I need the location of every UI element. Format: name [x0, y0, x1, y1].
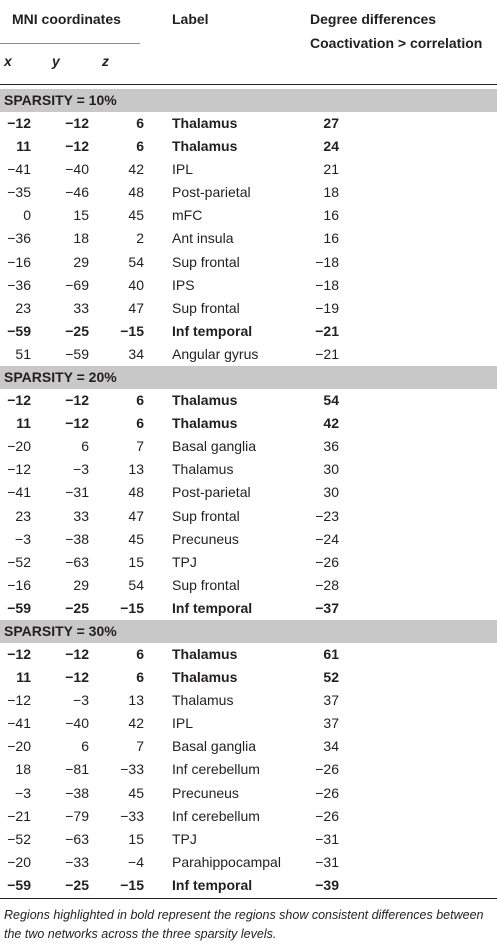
y-coordinate-cell: 6 [81, 438, 89, 455]
degree-difference-cell: 52 [323, 669, 339, 686]
degree-difference-cell: 37 [323, 692, 339, 709]
degree-difference-cell: −26 [315, 761, 339, 778]
degree-difference-cell: 61 [323, 645, 339, 662]
table-row [0, 297, 497, 320]
mni-header-underline [0, 43, 140, 44]
table-row [0, 851, 497, 874]
x-coordinate-cell: −16 [7, 576, 31, 593]
degree-difference-cell: 21 [323, 161, 339, 178]
x-coordinate-cell: −52 [7, 830, 31, 847]
x-coordinate-cell: −12 [7, 115, 31, 131]
region-label-cell: Angular gyrus [172, 345, 259, 362]
x-coordinate-cell: −59 [7, 322, 31, 339]
degree-difference-cell: −21 [315, 345, 339, 362]
y-coordinate-cell: −12 [65, 645, 89, 662]
region-label-cell: Inf cerebellum [172, 807, 260, 824]
table-row [0, 528, 497, 551]
z-coordinate-cell: −15 [120, 599, 144, 616]
table-row [0, 574, 497, 597]
y-coordinate-cell: −31 [65, 484, 89, 501]
x-coordinate-cell: −3 [15, 530, 31, 547]
x-coordinate-cell: −21 [7, 807, 31, 824]
y-coordinate-cell: −12 [65, 138, 89, 155]
y-coordinate-cell: 29 [73, 253, 89, 270]
x-coordinate-cell: −36 [7, 276, 31, 293]
z-coordinate-cell: 13 [128, 692, 144, 709]
z-coordinate-cell: −15 [120, 322, 144, 339]
x-coordinate-cell: −36 [7, 230, 31, 247]
x-column-header: x [4, 53, 12, 69]
degree-difference-cell: 37 [323, 715, 339, 732]
y-coordinate-cell: −25 [65, 599, 89, 616]
z-coordinate-cell: 48 [128, 184, 144, 201]
y-coordinate-cell: −40 [65, 161, 89, 178]
z-coordinate-cell: 47 [128, 299, 144, 316]
z-coordinate-cell: 40 [128, 276, 144, 293]
x-coordinate-cell: 23 [15, 299, 31, 316]
degree-difference-cell: −21 [315, 322, 339, 339]
degree-difference-cell: 27 [323, 115, 339, 131]
y-column-header: y [52, 53, 60, 69]
y-coordinate-cell: 33 [73, 507, 89, 524]
y-coordinate-cell: 15 [73, 207, 89, 224]
table-row [0, 158, 497, 181]
y-coordinate-cell: 18 [73, 230, 89, 247]
y-coordinate-cell: −12 [65, 669, 89, 686]
z-coordinate-cell: 6 [136, 415, 144, 432]
x-coordinate-cell: −12 [7, 461, 31, 478]
z-coordinate-cell: 6 [136, 392, 144, 409]
y-coordinate-cell: −69 [65, 276, 89, 293]
z-coordinate-cell: −4 [128, 853, 144, 870]
degree-difference-cell: 16 [323, 230, 339, 247]
z-coordinate-cell: −33 [120, 807, 144, 824]
z-coordinate-cell: 6 [136, 138, 144, 155]
z-coordinate-cell: 6 [136, 115, 144, 131]
table-row [0, 227, 497, 250]
y-coordinate-cell: −81 [65, 761, 89, 778]
region-label-cell: Thalamus [172, 415, 238, 432]
degree-difference-cell: 24 [323, 138, 339, 155]
table-row [0, 481, 497, 504]
table-row [0, 735, 497, 758]
x-coordinate-cell: −3 [15, 784, 31, 801]
y-coordinate-cell: −40 [65, 715, 89, 732]
table-body [0, 89, 497, 897]
degree-difference-cell: 54 [323, 392, 339, 409]
x-coordinate-cell: 18 [15, 761, 31, 778]
degree-difference-cell: −37 [315, 599, 339, 616]
z-coordinate-cell: 54 [128, 576, 144, 593]
region-label-cell: Inf cerebellum [172, 761, 260, 778]
x-coordinate-cell: −41 [7, 484, 31, 501]
z-coordinate-cell: 13 [128, 461, 144, 478]
degree-difference-cell: 18 [323, 184, 339, 201]
degree-difference-cell: 42 [323, 415, 339, 432]
table-row [0, 643, 497, 666]
x-coordinate-cell: 0 [23, 207, 31, 224]
region-label-cell: Sup frontal [172, 576, 240, 593]
region-label-cell: Inf temporal [172, 599, 253, 616]
x-coordinate-cell: −16 [7, 253, 31, 270]
z-coordinate-cell: 42 [128, 161, 144, 178]
z-coordinate-cell: 6 [136, 669, 144, 686]
section-header: SPARSITY = 10% [0, 89, 497, 112]
table-row [0, 112, 497, 135]
degree-difference-cell: −31 [315, 853, 339, 870]
x-coordinate-cell: −20 [7, 738, 31, 755]
z-coordinate-cell: 15 [128, 830, 144, 847]
degree-header-line1: Degree differences [310, 11, 437, 27]
region-label-cell: Thalamus [172, 392, 238, 409]
table-row [0, 551, 497, 574]
x-coordinate-cell: 11 [16, 138, 31, 155]
table-row [0, 251, 497, 274]
z-coordinate-cell: 15 [128, 553, 144, 570]
region-label-cell: Thalamus [172, 645, 238, 662]
mni-coordinates-header: MNI coordinates [12, 11, 121, 27]
x-coordinate-cell: 11 [16, 669, 31, 686]
table-row [0, 435, 497, 458]
table-row [0, 689, 497, 712]
y-coordinate-cell: 33 [73, 299, 89, 316]
table-row [0, 782, 497, 805]
section-header: SPARSITY = 30% [0, 620, 497, 643]
z-coordinate-cell: −15 [120, 876, 144, 893]
x-coordinate-cell: −35 [7, 184, 31, 201]
z-coordinate-cell: 47 [128, 507, 144, 524]
y-coordinate-cell: −25 [65, 876, 89, 893]
y-coordinate-cell: −63 [65, 553, 89, 570]
degree-difference-cell: 30 [323, 484, 339, 501]
table-row [0, 828, 497, 851]
y-coordinate-cell: −46 [65, 184, 89, 201]
region-label-cell: Thalamus [172, 461, 234, 478]
region-label-cell: TPJ [172, 830, 197, 847]
x-coordinate-cell: −12 [7, 392, 31, 409]
degree-difference-cell: −39 [315, 876, 339, 893]
y-coordinate-cell: −63 [65, 830, 89, 847]
degree-difference-cell: −18 [315, 276, 339, 293]
x-coordinate-cell: −41 [7, 715, 31, 732]
x-coordinate-cell: 23 [15, 507, 31, 524]
y-coordinate-cell: −79 [65, 807, 89, 824]
y-coordinate-cell: −12 [65, 415, 89, 432]
z-coordinate-cell: 2 [136, 230, 144, 247]
y-coordinate-cell: −59 [65, 345, 89, 362]
region-label-cell: Inf temporal [172, 322, 253, 339]
y-coordinate-cell: −3 [73, 461, 89, 478]
region-label-cell: Basal ganglia [172, 738, 257, 755]
table-row [0, 874, 497, 897]
bottom-rule [0, 898, 497, 899]
z-coordinate-cell: 45 [128, 784, 144, 801]
degree-difference-cell: 36 [323, 438, 339, 455]
x-coordinate-cell: −20 [7, 438, 31, 455]
header-rule [0, 84, 497, 85]
y-coordinate-cell: −12 [65, 115, 89, 131]
z-coordinate-cell: 7 [136, 738, 144, 755]
region-label-cell: Thalamus [172, 692, 234, 709]
x-coordinate-cell: −12 [7, 645, 31, 662]
region-label-cell: IPS [172, 276, 195, 293]
region-label-cell: Thalamus [172, 669, 238, 686]
y-coordinate-cell: 6 [81, 738, 89, 755]
z-coordinate-cell: 45 [128, 207, 144, 224]
table-row [0, 204, 497, 227]
degree-difference-cell: −26 [315, 807, 339, 824]
region-label-cell: Post-parietal [172, 184, 251, 201]
table-footnote: Regions highlighted in bold represent the regions show consistent differences between the two networks across the three sparsity levels. [4, 908, 484, 941]
region-label-cell: Sup frontal [172, 253, 240, 270]
y-coordinate-cell: −38 [65, 784, 89, 801]
y-coordinate-cell: −12 [65, 392, 89, 409]
region-label-cell: Sup frontal [172, 507, 240, 524]
x-coordinate-cell: −52 [7, 553, 31, 570]
table-row [0, 343, 497, 366]
degree-difference-cell: −23 [315, 507, 339, 524]
z-coordinate-cell: 48 [128, 484, 144, 501]
table-row [0, 666, 497, 689]
region-label-cell: Precuneus [172, 784, 239, 801]
section-header: SPARSITY = 20% [0, 366, 497, 389]
region-label-cell: IPL [172, 161, 194, 178]
z-coordinate-cell: 6 [136, 645, 144, 662]
x-coordinate-cell: 51 [15, 345, 31, 362]
region-label-cell: Sup frontal [172, 299, 240, 316]
table-row [0, 805, 497, 828]
x-coordinate-cell: −41 [7, 161, 31, 178]
region-label-cell: IPL [172, 715, 194, 732]
z-coordinate-cell: 34 [128, 345, 144, 362]
y-coordinate-cell: −33 [65, 853, 89, 870]
region-label-cell: Inf temporal [172, 876, 253, 893]
table-row [0, 758, 497, 781]
z-coordinate-cell: 7 [136, 438, 144, 455]
y-coordinate-cell: −3 [73, 692, 89, 709]
y-coordinate-cell: −38 [65, 530, 89, 547]
z-column-header: z [102, 53, 109, 69]
table-row [0, 712, 497, 735]
table-row [0, 181, 497, 204]
table-row [0, 597, 497, 620]
table-row [0, 505, 497, 528]
degree-difference-cell: 30 [323, 461, 339, 478]
degree-difference-cell: −28 [315, 576, 339, 593]
degree-difference-cell: −31 [315, 830, 339, 847]
table-row [0, 135, 497, 158]
y-coordinate-cell: −25 [65, 322, 89, 339]
z-coordinate-cell: 45 [128, 530, 144, 547]
x-coordinate-cell: −59 [7, 599, 31, 616]
z-coordinate-cell: −33 [120, 761, 144, 778]
x-coordinate-cell: −12 [7, 692, 31, 709]
degree-difference-cell: −26 [315, 553, 339, 570]
degree-header-line2: Coactivation > correlation [310, 35, 483, 51]
degree-difference-cell: 16 [323, 207, 339, 224]
z-coordinate-cell: 54 [128, 253, 144, 270]
label-column-header: Label [172, 11, 209, 27]
z-coordinate-cell: 42 [128, 715, 144, 732]
degree-difference-cell: 34 [323, 738, 339, 755]
table-row [0, 274, 497, 297]
region-label-cell: TPJ [172, 553, 197, 570]
degree-difference-cell: −26 [315, 784, 339, 801]
table-row [0, 389, 497, 412]
table-row [0, 412, 497, 435]
x-coordinate-cell: 11 [16, 415, 31, 432]
x-coordinate-cell: −59 [7, 876, 31, 893]
region-label-cell: Parahippocampal [172, 853, 281, 870]
region-label-cell: Ant insula [172, 230, 234, 247]
table-row [0, 320, 497, 343]
table-row [0, 458, 497, 481]
region-label-cell: Precuneus [172, 530, 239, 547]
region-label-cell: mFC [172, 207, 203, 224]
region-label-cell: Thalamus [172, 138, 238, 155]
region-label-cell: Basal ganglia [172, 438, 257, 455]
region-label-cell: Thalamus [172, 115, 238, 131]
region-label-cell: Post-parietal [172, 484, 251, 501]
degree-difference-cell: −18 [315, 253, 339, 270]
x-coordinate-cell: −20 [7, 853, 31, 870]
degree-difference-cell: −19 [315, 299, 339, 316]
degree-difference-cell: −24 [315, 530, 339, 547]
y-coordinate-cell: 29 [73, 576, 89, 593]
